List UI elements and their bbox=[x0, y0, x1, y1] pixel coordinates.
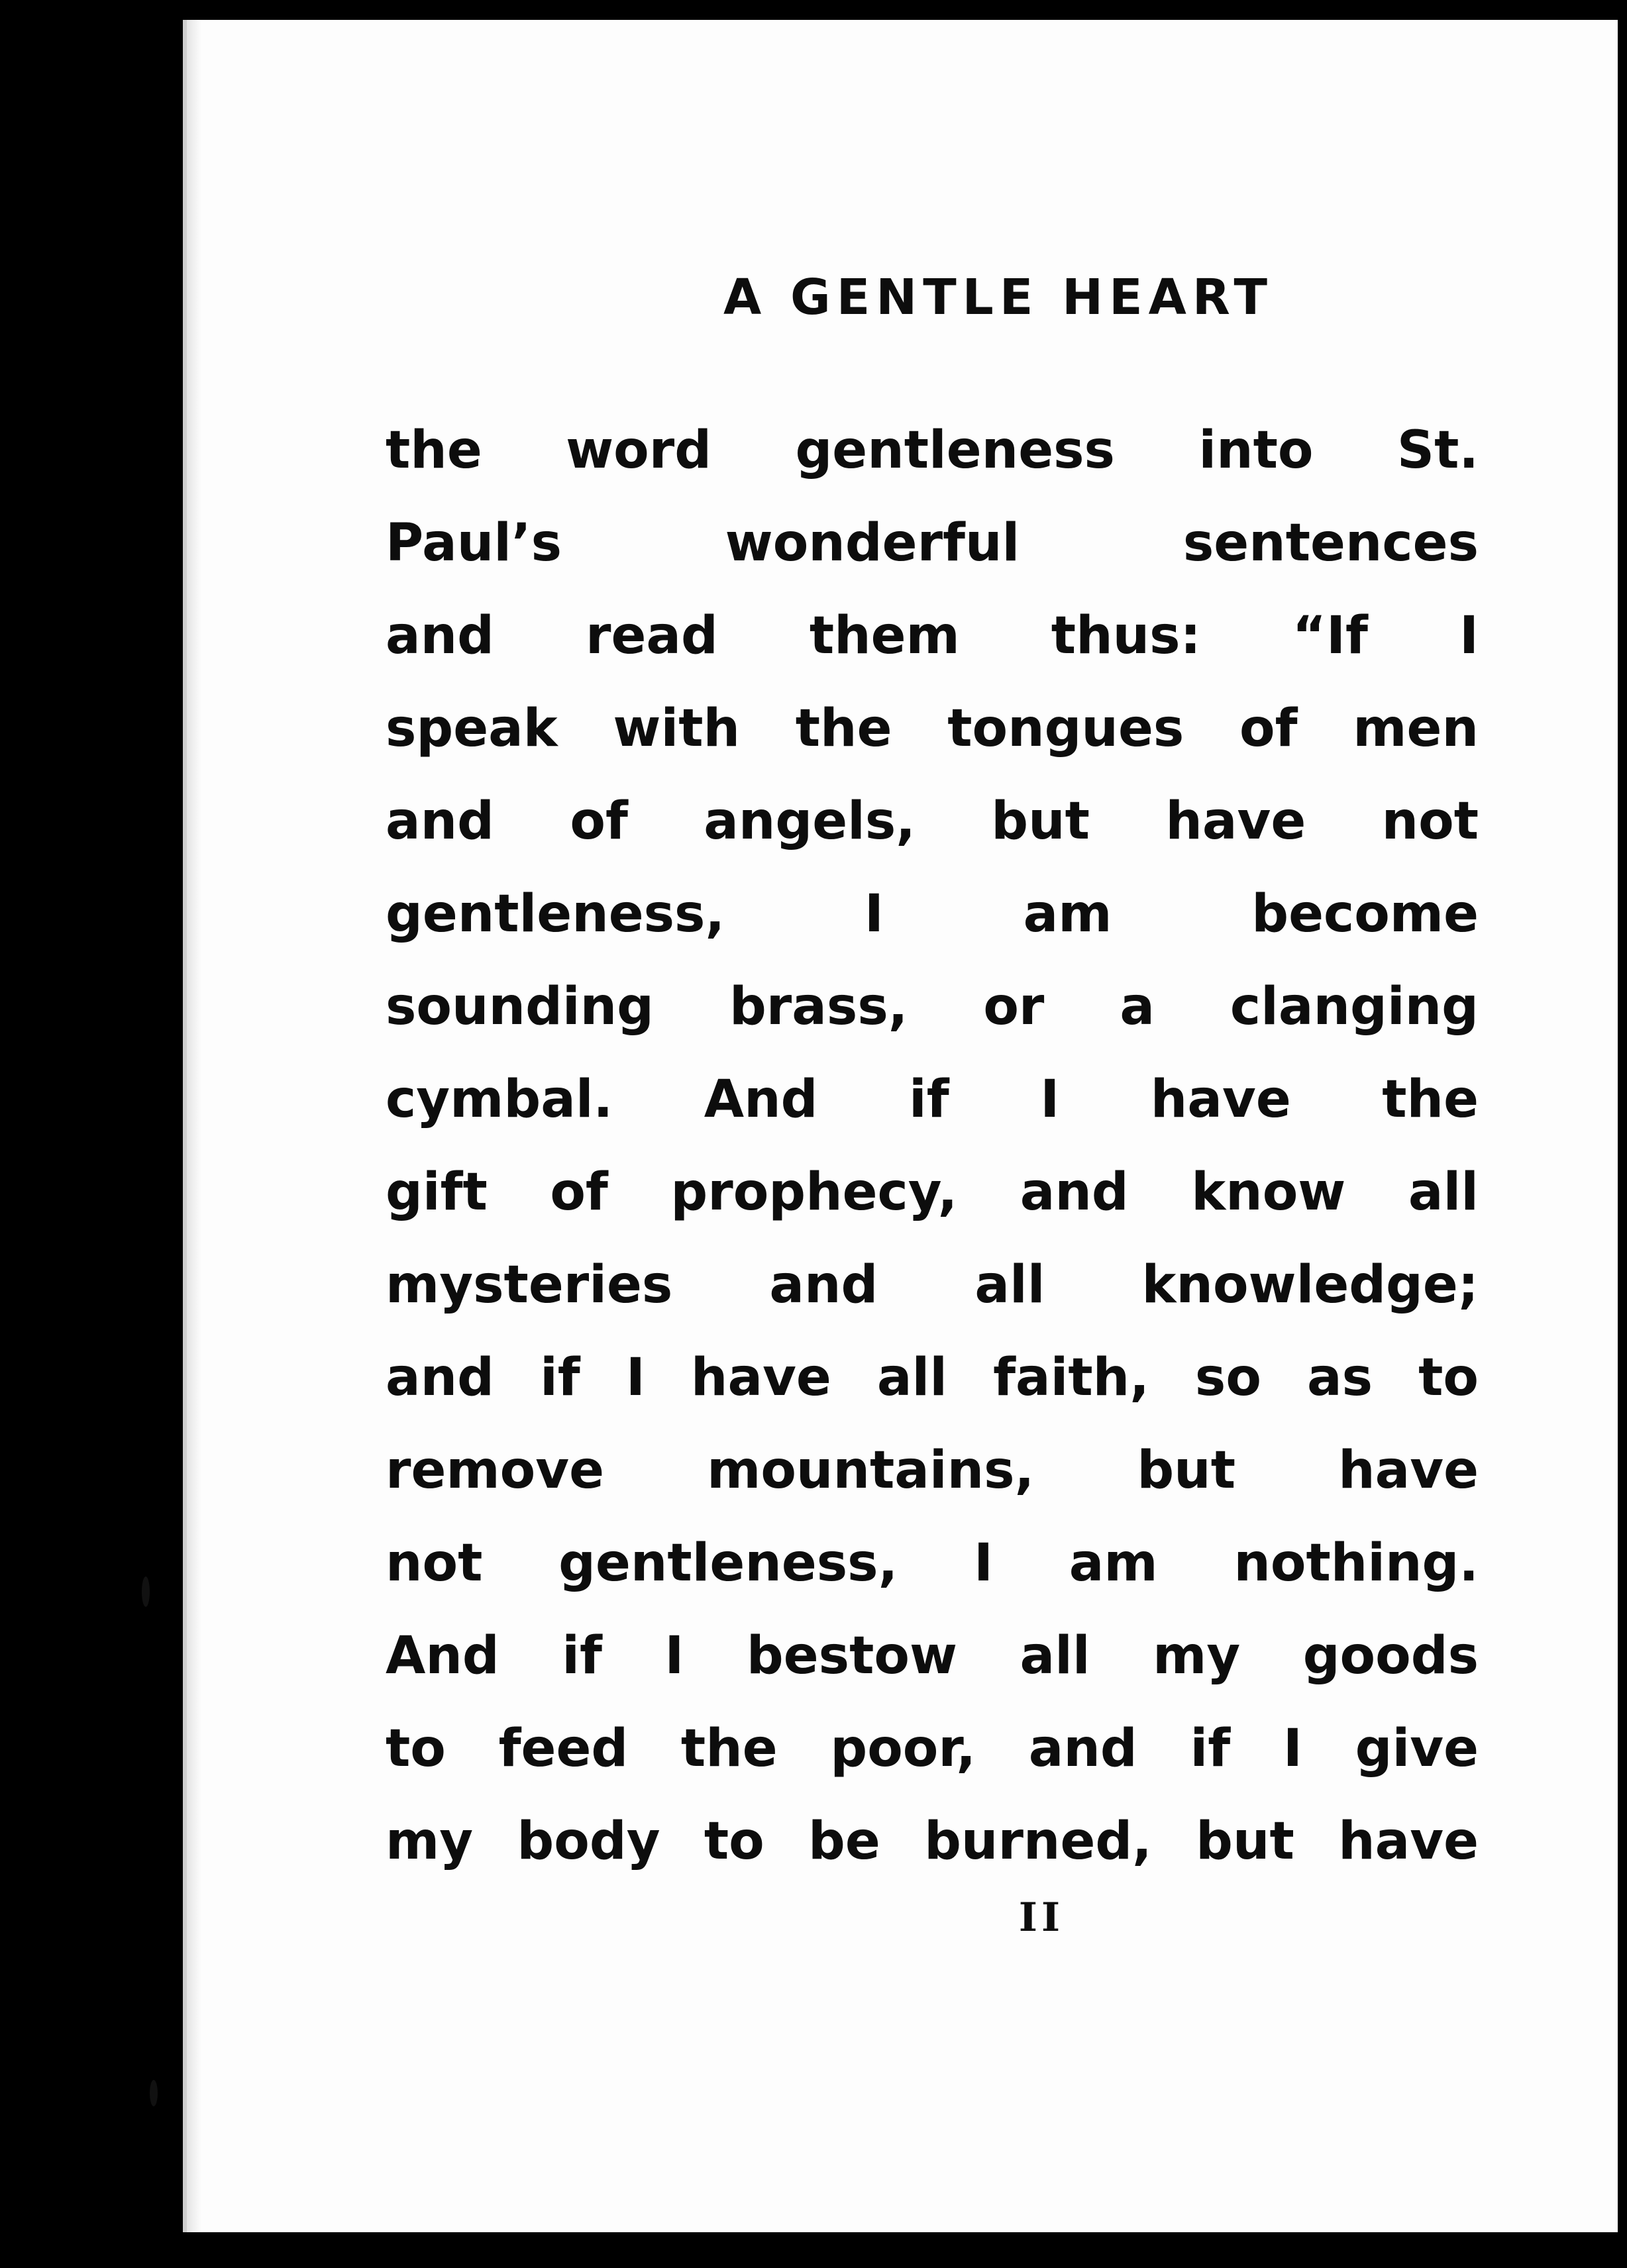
text-line: and read them thus: “If I bbox=[386, 606, 1479, 666]
book-page bbox=[183, 20, 1618, 2232]
text-line: cymbal. And if I have the bbox=[386, 1070, 1479, 1129]
text-line: gift of prophecy, and know all bbox=[386, 1162, 1479, 1222]
text-line: not gentleness, I am nothing. bbox=[386, 1533, 1479, 1593]
text-line: the word gentleness into St. bbox=[386, 421, 1479, 480]
text-line: Paul’s wonderful sentences bbox=[386, 513, 1479, 573]
text-line: sounding brass, or a clanging bbox=[386, 977, 1479, 1037]
ink-speck bbox=[150, 2080, 158, 2106]
text-line: And if I bestow all my goods bbox=[386, 1626, 1479, 1686]
text-line: mysteries and all knowledge; bbox=[386, 1255, 1479, 1315]
text-line: gentleness, I am become bbox=[386, 884, 1479, 944]
body-text bbox=[386, 404, 1479, 1888]
text-line: remove mountains, but have bbox=[386, 1441, 1479, 1500]
text-line: speak with the tongues of men bbox=[386, 699, 1479, 758]
ink-speck bbox=[142, 1576, 150, 1607]
text-line: and of angels, but have not bbox=[386, 792, 1479, 851]
text-line: my body to be burned, but have bbox=[386, 1812, 1479, 1871]
running-head: A GENTLE HEART bbox=[723, 269, 1274, 326]
page-number: II bbox=[1018, 1894, 1065, 1941]
text-line: to feed the poor, and if I give bbox=[386, 1719, 1479, 1778]
text-line: and if I have all faith, so as to bbox=[386, 1348, 1479, 1408]
